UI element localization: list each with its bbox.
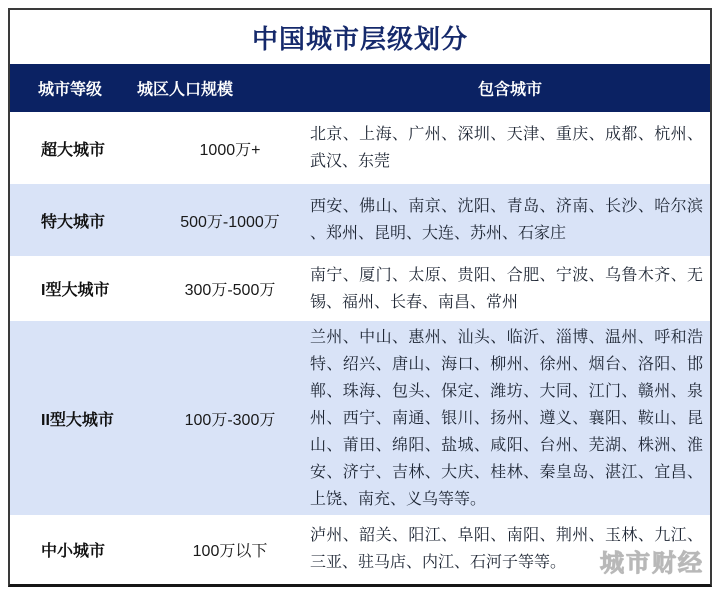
cities-list: 南宁、厦门、太原、贵阳、合肥、宁波、乌鲁木齐、无锡、福州、长春、南昌、常州	[310, 266, 703, 311]
population-range: 100万-300万	[184, 411, 276, 429]
population-range: 1000万+	[199, 141, 261, 159]
header-population-scale: 城区人口规模	[137, 81, 234, 99]
tier-label: I型大城市	[41, 282, 110, 299]
city-tier-infographic	[8, 8, 712, 587]
table-header	[10, 64, 710, 112]
header-city-tier: 城市等级	[38, 81, 103, 99]
tier-label: II型大城市	[41, 411, 114, 429]
tier-label: 中小城市	[41, 542, 106, 560]
page-title: 中国城市层级划分	[251, 23, 468, 54]
cities-list: 西安、佛山、南京、沈阳、青岛、济南、长沙、哈尔滨、郑州、昆明、大连、苏州、石家庄	[310, 198, 703, 242]
cities-list: 北京、上海、广州、深圳、天津、重庆、成都、杭州、武汉、东莞	[310, 126, 703, 170]
header-included-cities: 包含城市	[477, 81, 542, 99]
table-row	[10, 321, 710, 515]
population-range: 500万-1000万	[180, 213, 280, 231]
tier-label: 特大城市	[41, 213, 106, 231]
table-row	[10, 184, 710, 256]
table-row	[10, 256, 710, 321]
population-range: 300万-500万	[184, 282, 276, 299]
watermark: 城市财经	[600, 550, 704, 577]
cities-list: 兰州、中山、惠州、汕头、临沂、淄博、温州、呼和浩特、绍兴、唐山、海口、柳州、徐州、烟台、洛阳、邯郸、珠海、包头、保定、潍坊、大同、江门、赣州、泉州、西宁、南通、银川、扬州、遵义、襄阳、鞍山、昆山、莆田、绵阳、盐城、咸阳、台州、芜湖、株洲、淮安、济宁、吉林、大庆、桂林、秦皇岛、湛江、宜昌、上饶、南充、义乌等等。	[310, 328, 703, 508]
title-band	[10, 10, 710, 64]
table-row	[10, 112, 710, 184]
table-row	[10, 515, 710, 583]
population-range: 100万以下	[192, 542, 268, 560]
cities-list: 泸州、韶关、阳江、阜阳、南阳、荆州、玉林、九江、三亚、驻马店、内江、石河子等等。	[310, 527, 703, 571]
tier-label: 超大城市	[41, 141, 106, 159]
